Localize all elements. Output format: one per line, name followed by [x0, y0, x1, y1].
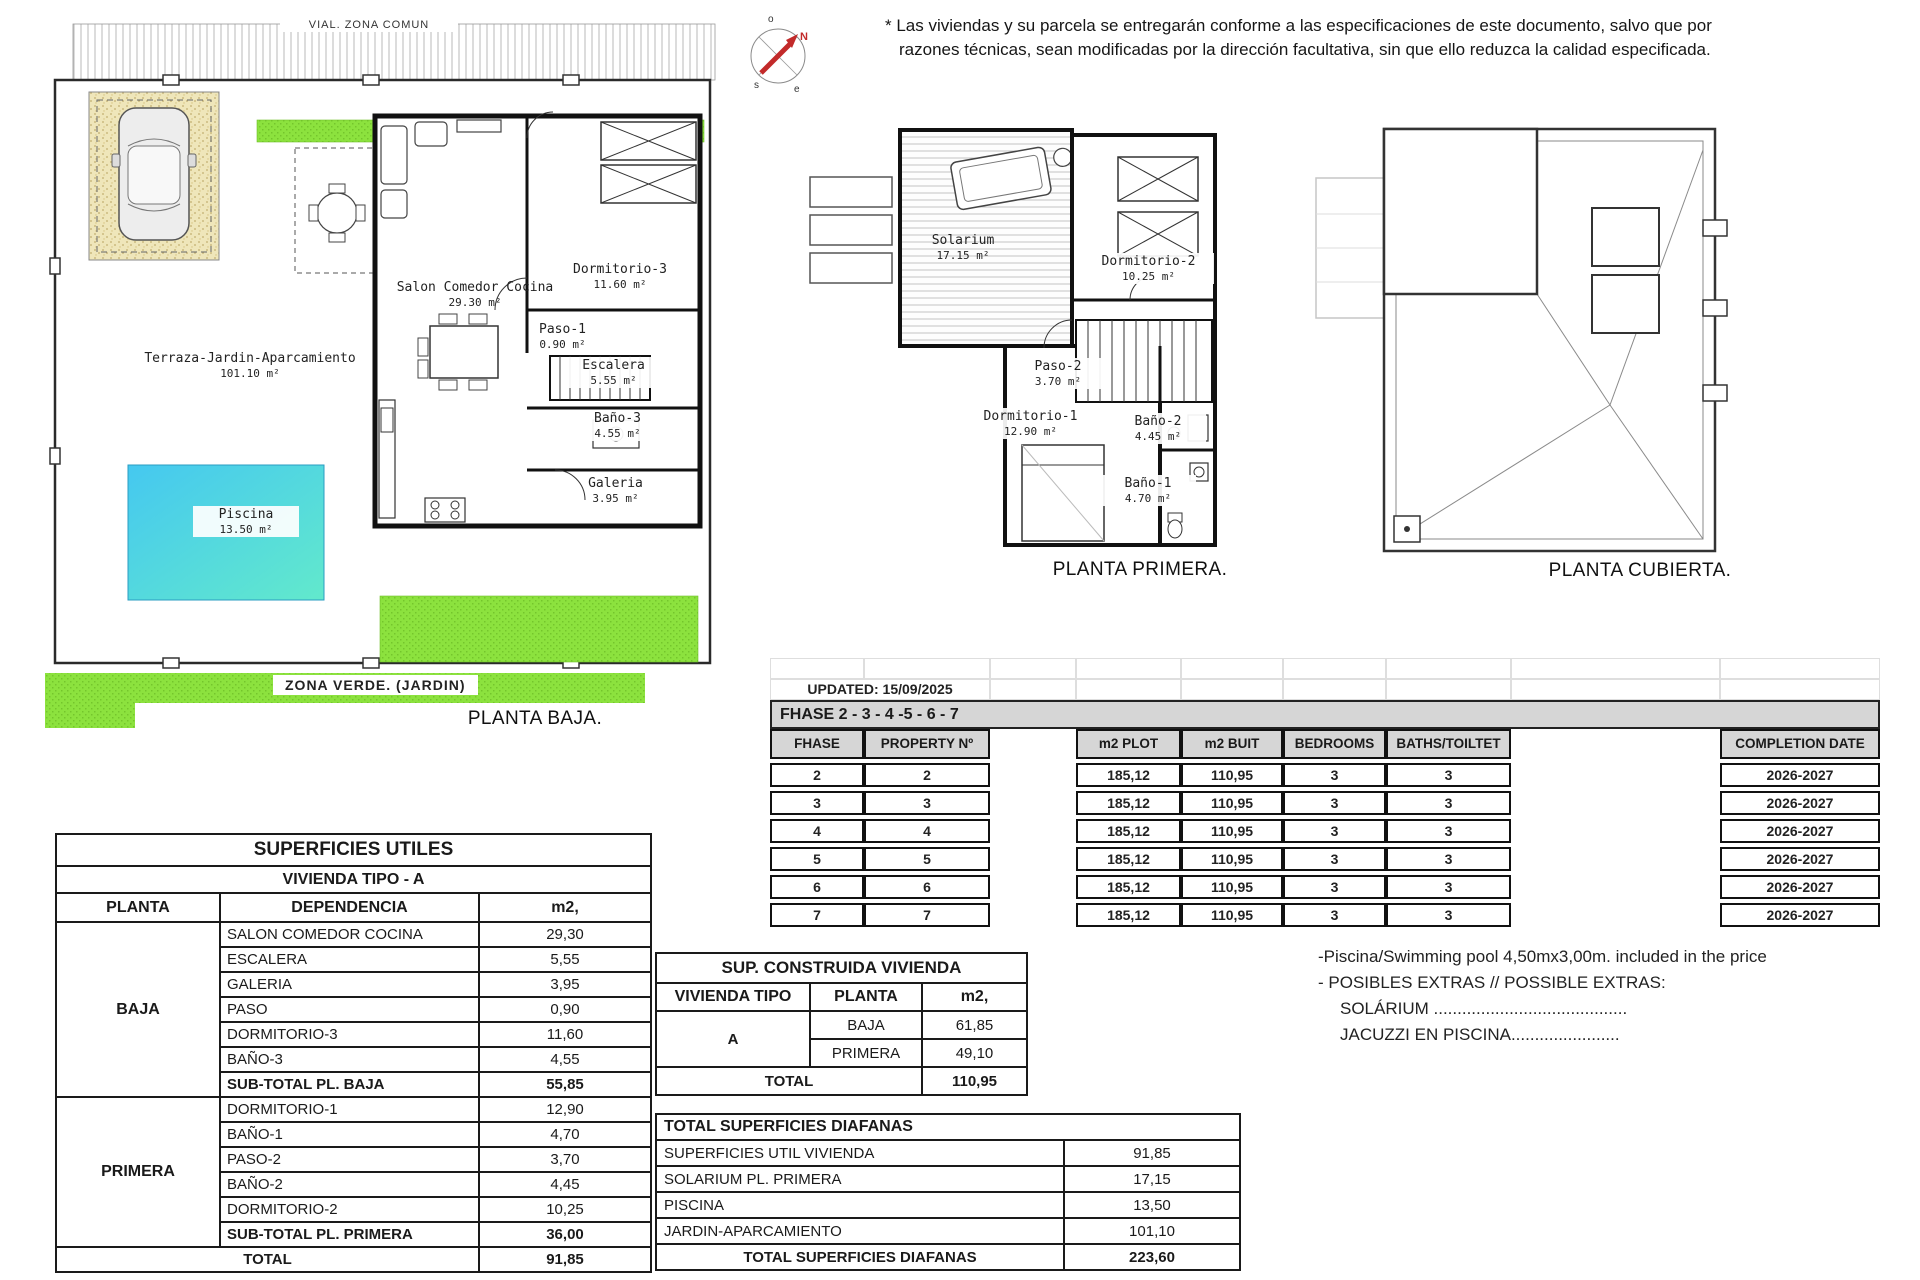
planta-cubierta-plan — [1300, 120, 1920, 590]
table-total-row: TOTAL SUPERFICIES DIAFANAS 223,60 — [656, 1244, 1240, 1270]
extras-title: - POSIBLES EXTRAS // POSSIBLE EXTRAS: — [1318, 973, 1666, 992]
vivienda-tipo: A — [656, 1011, 810, 1067]
table-row — [656, 953, 1027, 983]
table-row — [656, 1114, 1240, 1140]
compass-east-letter: e — [794, 84, 800, 95]
table-row: PISCINA 13,50 — [656, 1192, 1240, 1218]
green-zone-label: ZONA VERDE. (JARDIN) — [273, 675, 478, 695]
compass-north-letter: N — [800, 31, 808, 43]
table-row: GALERIA 3,95 — [56, 972, 651, 997]
updated-date: UPDATED: 15/09/2025 — [770, 679, 990, 700]
phase-table-title: FHASE 2 - 3 - 4 -5 - 6 - 7 — [770, 700, 1880, 729]
room-label-dormitorio-2 — [1083, 253, 1214, 284]
notes-block — [1318, 948, 1767, 1052]
planta-cubierta-drawing — [1300, 120, 1920, 590]
group-baja: BAJA — [56, 922, 220, 1097]
room-area: 29.30 m² — [448, 295, 502, 309]
room-name: Salon Comedor Cocina — [396, 280, 554, 295]
table-title: SUP. CONSTRUIDA VIVIENDA — [656, 953, 1027, 983]
room-area: 5.55 m² — [590, 373, 637, 387]
phase-table-row: 5 5 185,12 110,95 3 3 2026-2027 — [770, 847, 1880, 871]
phase-table-row: 6 6 185,12 110,95 3 3 2026-2027 — [770, 875, 1880, 899]
room-name: Baño-1 — [1124, 476, 1172, 491]
table-row: SOLARIUM PL. PRIMERA 17,15 — [656, 1166, 1240, 1192]
room-name: Galeria — [588, 476, 643, 491]
room-area: 3.95 m² — [592, 491, 639, 505]
room-name: Dormitorio-1 — [983, 409, 1078, 424]
planta-primera-plan — [800, 115, 1230, 585]
table-row: A BAJA 61,85 — [656, 1011, 1027, 1039]
room-area: 4.55 m² — [594, 426, 641, 440]
phase-table-row: 7 7 185,12 110,95 3 3 2026-2027 — [770, 903, 1880, 927]
disclaimer-line-1: * Las viviendas y su parcela se entregarán conforme a las especificaciones de este documento, salvo que por — [885, 16, 1712, 35]
room-label-dormitorio-1 — [950, 408, 1111, 439]
header-m2-plot: m2 PLOT — [1076, 729, 1181, 759]
room-label-paso-1 — [515, 322, 610, 351]
room-name: Escalera — [582, 358, 645, 373]
room-name: Dormitorio-2 — [1101, 254, 1196, 269]
phase-table — [770, 658, 1880, 927]
table-subtitle: VIVIENDA TIPO - A — [56, 866, 651, 893]
room-label-bano-1 — [1100, 475, 1196, 506]
planta-cubierta-title: PLANTA CUBIERTA. — [1548, 560, 1732, 581]
compass-north-icon — [746, 8, 810, 96]
room-area: 4.70 m² — [1124, 491, 1172, 505]
room-name: Baño-2 — [1134, 414, 1182, 429]
room-label-paso-2 — [1010, 358, 1106, 389]
table-header-row: VIVIENDA TIPO PLANTA m2, — [656, 983, 1027, 1011]
superficies-diafanas-table — [655, 1113, 1241, 1271]
room-area: 3.70 m² — [1034, 374, 1082, 388]
table-row: BAJA SALON COMEDOR COCINA 29,30 — [56, 922, 651, 947]
room-label-bano-3 — [557, 410, 678, 441]
phase-table-updated-row — [770, 679, 1880, 700]
room-name: Baño-3 — [594, 411, 641, 426]
room-area: 13.50 m² — [219, 522, 273, 536]
table-row — [56, 834, 651, 866]
header-fhase: FHASE — [770, 729, 864, 759]
disclaimer-line-2: razones técnicas, sean modificadas por la dirección facultativa, sin que ello reduzca la calidad especificada. — [899, 40, 1711, 60]
table-row: PRIMERA 49,10 — [656, 1039, 1027, 1067]
room-label-galeria — [563, 476, 668, 505]
room-label-terraza — [130, 351, 370, 380]
extra-jacuzzi: JACUZZI EN PISCINA....................... — [1340, 1025, 1620, 1044]
phase-table-row: 2 2 185,12 110,95 3 3 2026-2027 — [770, 763, 1880, 787]
header-property: PROPERTY Nº — [864, 729, 990, 759]
compass-west-letter: o — [768, 14, 774, 25]
table-row: BAÑO-3 4,55 — [56, 1047, 651, 1072]
room-name: Piscina — [218, 507, 274, 522]
room-name: Paso-1 — [539, 322, 586, 337]
group-primera: PRIMERA — [56, 1097, 220, 1247]
planta-baja-plan — [45, 8, 745, 743]
phase-table-row: 4 4 185,12 110,95 3 3 2026-2027 — [770, 819, 1880, 843]
room-area: 17.15 m² — [936, 248, 990, 262]
table-title: TOTAL SUPERFICIES DIAFANAS — [656, 1114, 1240, 1140]
room-label-solarium — [908, 233, 1018, 262]
sup-construida-table — [655, 952, 1028, 1096]
planta-primera-drawing — [800, 115, 1230, 585]
room-label-escalera — [563, 357, 664, 388]
compass-south-letter: s — [754, 80, 759, 91]
table-row: BAÑO-1 4,70 — [56, 1122, 651, 1147]
phase-table-header-row — [770, 729, 1880, 759]
room-area: 10.25 m² — [1122, 269, 1175, 283]
table-row: BAÑO-2 4,45 — [56, 1172, 651, 1197]
table-row: DORMITORIO-3 11,60 — [56, 1022, 651, 1047]
header-m2-built: m2 BUIT — [1181, 729, 1283, 759]
table-row: ESCALERA 5,55 — [56, 947, 651, 972]
superficies-utiles-table — [55, 833, 652, 1273]
header-bedrooms: BEDROOMS — [1283, 729, 1386, 759]
table-header-row: PLANTA DEPENDENCIA m2, — [56, 893, 651, 922]
table-row — [56, 866, 651, 893]
table-row: SUB-TOTAL PL. BAJA 55,85 — [56, 1072, 651, 1097]
room-label-bano-2 — [1110, 413, 1206, 444]
table-total-row: TOTAL 110,95 — [656, 1067, 1027, 1095]
street-label: VIAL. ZONA COMUN — [280, 18, 458, 32]
room-name: Solarium — [931, 233, 995, 248]
table-row: PASO-2 3,70 — [56, 1147, 651, 1172]
room-label-piscina — [193, 506, 299, 537]
disclaimer-text — [885, 14, 1835, 62]
planta-primera-title: PLANTA PRIMERA. — [1052, 559, 1228, 580]
table-row: DORMITORIO-2 10,25 — [56, 1197, 651, 1222]
table-title: SUPERFICIES UTILES — [56, 834, 651, 866]
room-area: 12.90 m² — [1004, 424, 1057, 438]
room-name: Dormitorio-3 — [573, 262, 667, 277]
header-completion: COMPLETION DATE — [1720, 729, 1880, 759]
table-row: PASO 0,90 — [56, 997, 651, 1022]
phase-table-faint-row — [770, 658, 1880, 679]
room-name: Paso-2 — [1034, 359, 1082, 374]
room-area: 4.45 m² — [1134, 429, 1182, 443]
phase-table-row: 3 3 185,12 110,95 3 3 2026-2027 — [770, 791, 1880, 815]
table-row: SUB-TOTAL PL. PRIMERA 36,00 — [56, 1222, 651, 1247]
room-area: 0.90 m² — [539, 337, 586, 351]
room-label-dormitorio-3 — [540, 262, 700, 291]
table-row: SUPERFICIES UTIL VIVIENDA 91,85 — [656, 1140, 1240, 1166]
room-name: Terraza-Jardin-Aparcamiento — [144, 351, 356, 366]
pool-included-note: -Piscina/Swimming pool 4,50mx3,00m. included in the price — [1318, 947, 1767, 966]
header-baths: BATHS/TOILTET — [1386, 729, 1511, 759]
room-area: 11.60 m² — [593, 277, 647, 291]
room-area: 101.10 m² — [220, 366, 280, 380]
table-total-row: TOTAL 91,85 — [56, 1247, 651, 1272]
car-icon — [112, 108, 196, 240]
table-row: JARDIN-APARCAMIENTO 101,10 — [656, 1218, 1240, 1244]
planta-baja-title: PLANTA BAJA. — [467, 708, 603, 729]
extra-solarium: SOLÁRIUM ......................................... — [1340, 999, 1628, 1018]
table-row: PRIMERA DORMITORIO-1 12,90 — [56, 1097, 651, 1122]
